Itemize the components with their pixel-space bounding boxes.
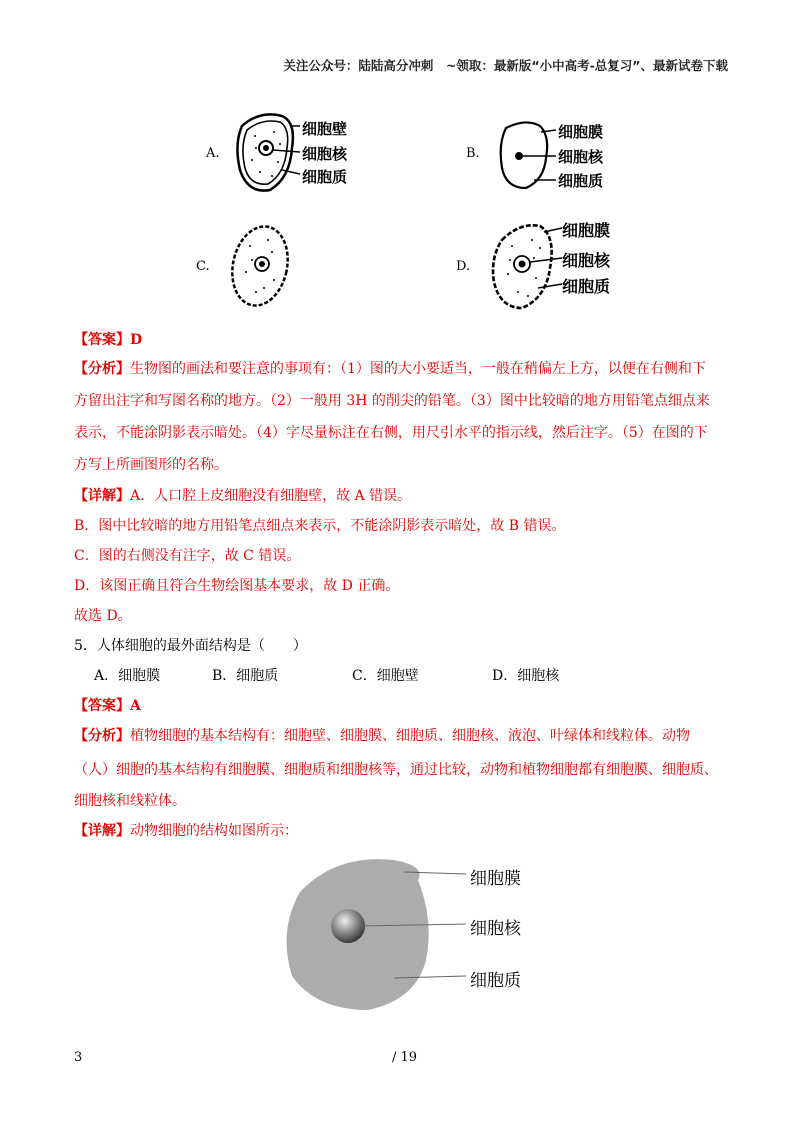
label-cytoplasm: 细胞质 — [302, 168, 348, 186]
q5-analysis-line: （人）细胞的基本结构有细胞膜、细胞质和细胞核等，通过比较，动物和植物细胞都有细胞膜、细胞质、 — [74, 762, 718, 778]
label-cell-membrane: 细胞膜 — [558, 123, 604, 141]
detail-tag: 【详解】 — [74, 488, 130, 504]
answer-value: D — [130, 332, 143, 348]
analysis-tag: 【分析】 — [74, 728, 130, 744]
label-nucleus: 细胞核 — [562, 251, 611, 270]
label-cytoplasm: 细胞质 — [470, 971, 521, 991]
q5-option-a: A．细胞膜 — [94, 668, 161, 684]
label-cytoplasm: 细胞质 — [558, 172, 604, 190]
q5-answer — [74, 696, 730, 716]
q4-detail-line: C．图的右侧没有注字，故 C 错误。 — [74, 548, 301, 564]
answer-tag: 【答案】 — [74, 698, 130, 714]
detail-text: 动物细胞的结构如图所示： — [130, 823, 298, 839]
label-cytoplasm: 细胞质 — [562, 277, 611, 296]
q5-option-d: D．细胞核 — [492, 668, 560, 684]
option-letter: B. — [466, 146, 480, 161]
animal-cell-drawing-c — [228, 222, 298, 312]
q4-analysis-line: 方写上所画图形的名称。 — [74, 457, 228, 473]
page-header: 关注公众号：陆陆高分冲刺 ~领取：最新版“小中高考-总复习”、最新试卷下载 — [283, 58, 728, 73]
option-letter: A. — [206, 146, 220, 161]
q5-option-c: C．细胞壁 — [352, 668, 419, 684]
q4-detail-line: 故选 D。 — [74, 608, 132, 624]
option-letter: D. — [456, 259, 471, 274]
page-number: 3 — [74, 1050, 83, 1065]
option-letter: C. — [196, 259, 210, 274]
answer-value: A — [130, 698, 141, 714]
label-cell-membrane: 细胞膜 — [470, 869, 521, 889]
q5-analysis-line: 细胞核和线粒体。 — [74, 793, 186, 809]
label-nucleus: 细胞核 — [302, 145, 348, 163]
analysis-text: 生物图的画法和要注意的事项有：（1）图的大小要适当，一般在稍偏左上方，以便在右侧和下 — [130, 361, 706, 377]
q5-analysis-line — [74, 726, 730, 746]
analysis-text: 植物细胞的基本结构有：细胞壁、细胞膜、细胞质、细胞核、液泡、叶绿体和线粒体。动物 — [130, 728, 690, 744]
analysis-tag: 【分析】 — [74, 361, 130, 377]
label-cell-wall: 细胞壁 — [302, 120, 348, 138]
q4-analysis-line — [74, 359, 730, 379]
q5-detail-line — [74, 821, 730, 841]
detail-tag: 【详解】 — [74, 823, 130, 839]
q4-analysis-line: 表示，不能涂阴影表示暗处。（4）字尽量标注在右侧，用尺引水平的指示线，然后注字。（5）在图的下 — [74, 425, 708, 441]
label-nucleus: 细胞核 — [470, 919, 521, 939]
q4-detail-line: B．图中比较暗的地方用铅笔点细点来表示，不能涂阴影表示暗处，故 B 错误。 — [74, 518, 566, 534]
q5-option-b: B．细胞质 — [212, 668, 279, 684]
q4-detail-line — [74, 486, 730, 506]
q5-stem: 5．人体细胞的最外面结构是（ ） — [74, 638, 307, 654]
page-total: / 19 — [392, 1050, 418, 1065]
q4-detail-line: D．该图正确且符合生物绘图基本要求，故 D 正确。 — [74, 578, 400, 594]
detail-text: A．人口腔上皮细胞没有细胞壁，故 A 错误。 — [130, 488, 412, 504]
label-cell-membrane: 细胞膜 — [562, 221, 611, 240]
label-nucleus: 细胞核 — [558, 148, 604, 166]
answer-tag: 【答案】 — [74, 332, 130, 348]
q4-answer — [74, 330, 730, 350]
q5-options — [74, 666, 730, 686]
q4-analysis-line: 方留出注字和写图名称的地方。（2）一般用 3H 的削尖的铅笔。（3）图中比较暗的地方用铅笔点细点来 — [74, 393, 710, 409]
